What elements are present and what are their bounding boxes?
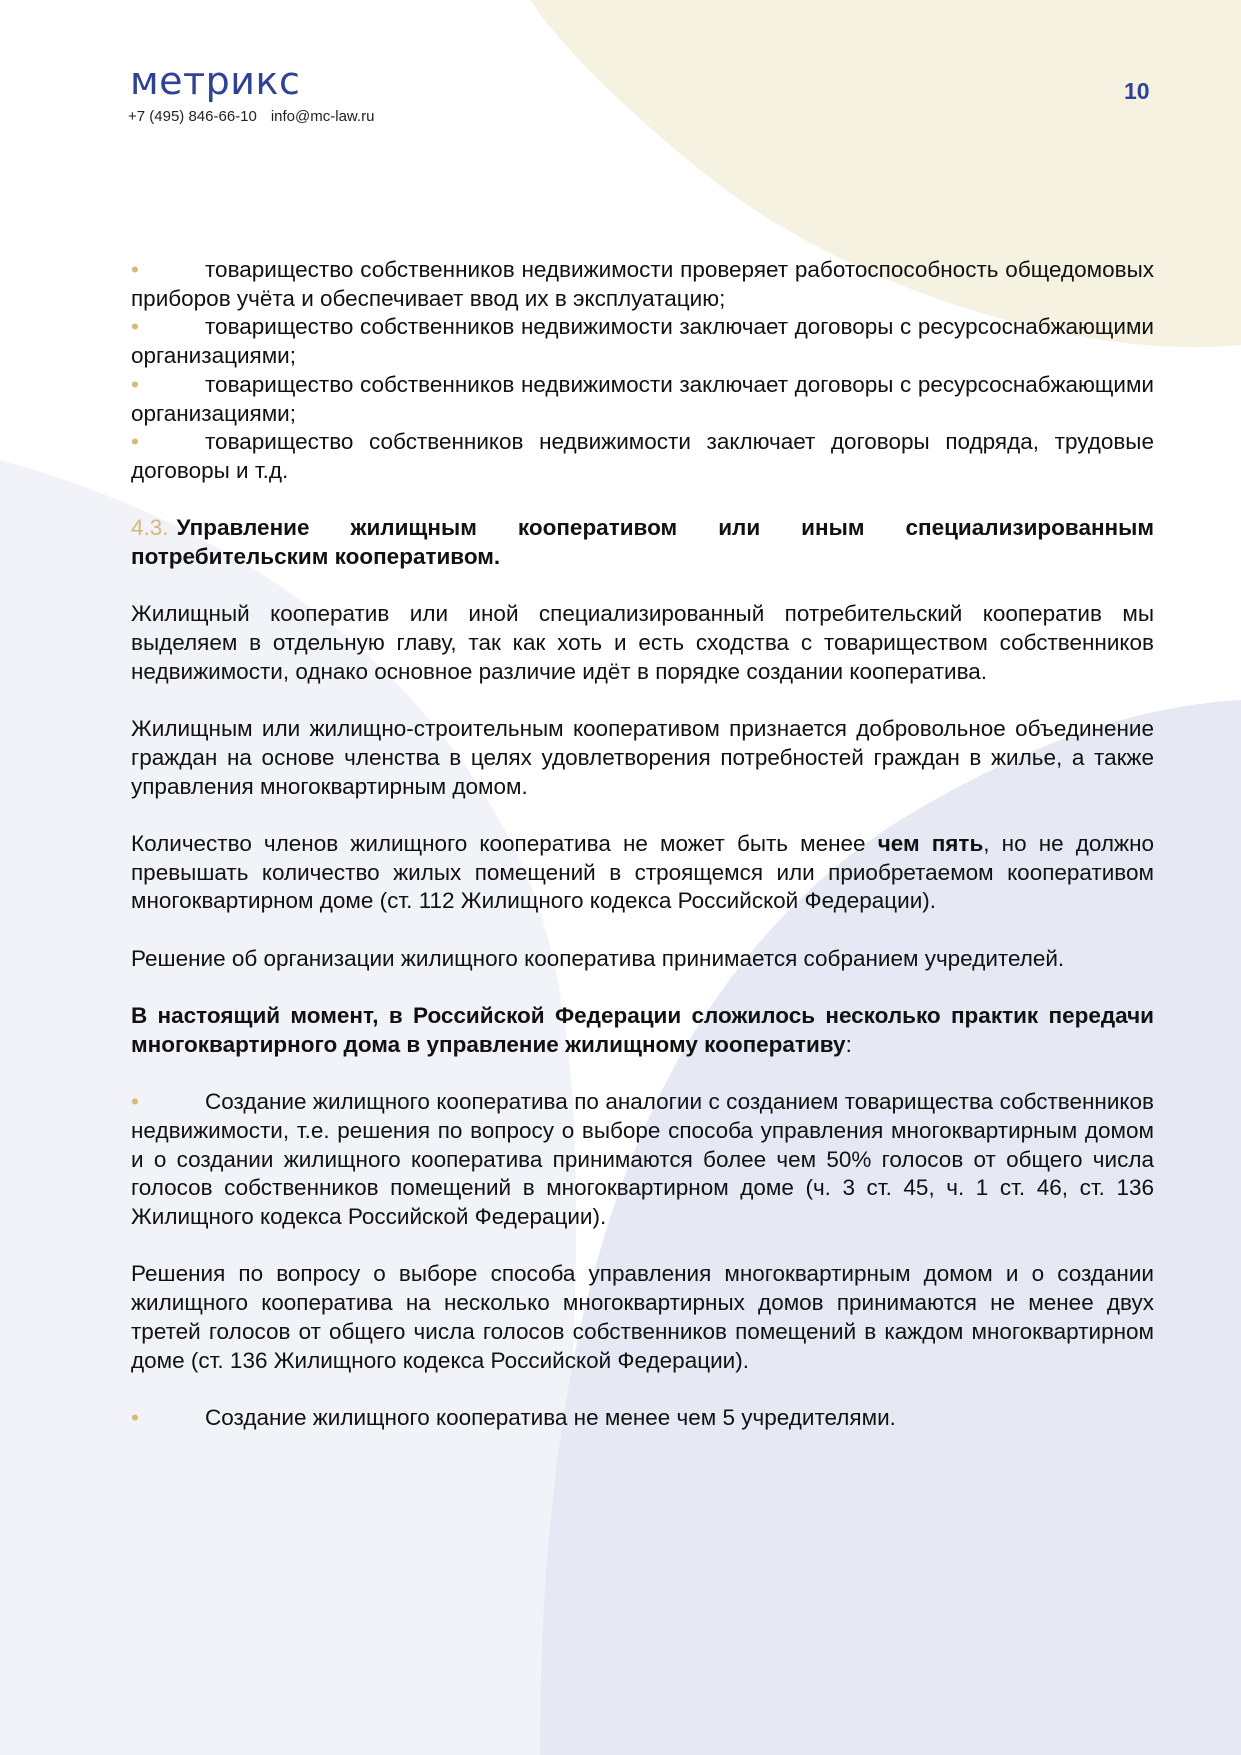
contacts	[128, 108, 388, 125]
bold-paragraph: В настоящий момент, в Российской Федерации сложилось несколько практик передачи многоквартирного дома в управление жилищному кооперативу:	[131, 1003, 1154, 1057]
paragraph: Решение об организации жилищного кооператива принимается собранием учредителей.	[131, 945, 1065, 971]
list-item: • товарищество собственников недвижимости проверяет работоспособность общедомовых приборов учёта и обеспечивает ввод их в эксплуатацию;	[131, 257, 1154, 311]
brand-logo: метрикс	[130, 59, 301, 103]
bullet-icon: •	[131, 1089, 139, 1115]
page-number: 10	[1124, 78, 1150, 104]
list-item: • товарищество собственников недвижимости заключает договоры с ресурсоснабжающими организациями;	[131, 371, 1154, 426]
email: info@mc-law.ru	[270, 108, 375, 125]
bullet-icon: •	[131, 429, 139, 455]
section-heading	[131, 514, 1154, 571]
list-item: • Создание жилищного кооператива по аналогии с созданием товарищества собственников недвижимости, т.е. решения по вопросу о выборе способа управления многоквартирным домом и о создании жилищного кооператива принимаются более чем 50% голосов от общего числа голосов собственников помещений в многоквартирном доме (ч. 3 ст. 45, ч. 1 ст. 46, ст. 136 Жилищного кодекса Российской Федерации).	[131, 1089, 1154, 1230]
list-item: • Создание жилищного кооператива не менее чем 5 учредителями.	[131, 1404, 1154, 1433]
section-number: 4.3.	[131, 515, 169, 541]
paragraph: Жилищный кооператив или иной специализированный потребительский кооператив мы выделяем в отдельную главу, так как хоть и есть сходства с товариществом собственников недвижимости, однако основное различие идёт в порядке создании кооператива.	[131, 601, 1154, 684]
bullet-icon: •	[131, 1404, 139, 1430]
list-item: • товарищество собственников недвижимости заключает договоры с ресурсоснабжающими организациями;	[131, 314, 1154, 369]
paragraph: Жилищным или жилищно-строительным кооперативом признается добровольное объединение граждан на основе членства в целях удовлетворения потребностей граждан в жилье, а также управления многоквартирным домом.	[131, 716, 1154, 799]
paragraph: Количество членов жилищного кооператива не может быть менее чем пять, но не должно превышать количество жилых помещений в строящемся или приобретаемом кооперативом многоквартирном доме (ст. 112 Жилищного кодекса Российской Федерации).	[131, 831, 1155, 914]
list-item: • товарищество собственников недвижимости заключает договоры подряда, трудовые договоры и т.д.	[131, 429, 1154, 483]
section-title: Управление жилищным кооперативом или иным специализированным потребительским кооперативом.	[131, 515, 1154, 570]
emphasis: чем пять	[877, 831, 984, 856]
phone: +7 (495) 846-66-10	[128, 108, 257, 125]
bullet-icon: •	[131, 314, 139, 340]
bullet-icon: •	[131, 371, 139, 397]
bullet-icon: •	[131, 257, 139, 282]
paragraph: Решения по вопросу о выборе способа управления многоквартирным домом и о создании жилищного кооператива на несколько многоквартирных домов принимаются не менее двух третей голосов от общего числа голосов собственников помещений в каждом многоквартирном доме (ст. 136 Жилищного кодекса Российской Федерации).	[131, 1261, 1154, 1373]
main-content	[131, 256, 1154, 1433]
